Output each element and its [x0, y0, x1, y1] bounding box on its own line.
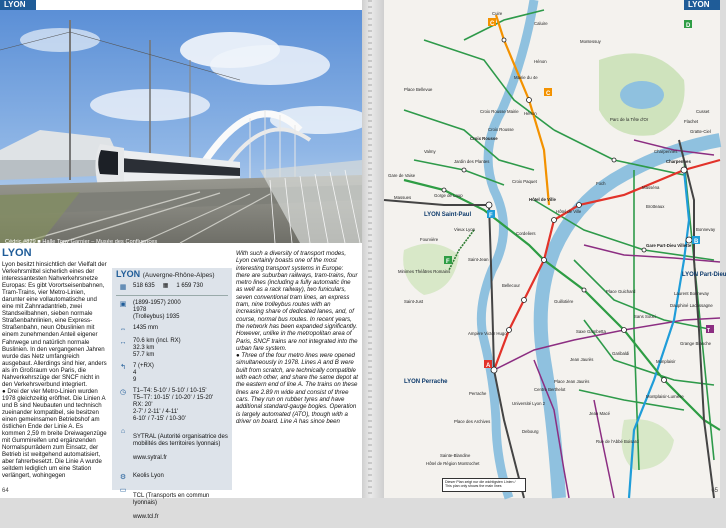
label-station: Cordeliers — [516, 231, 536, 236]
tram-photo-illustration — [0, 10, 362, 243]
label-lyon-perrache: LYON Perrache — [404, 379, 448, 385]
population-icon: ▦ — [119, 284, 127, 291]
city-network-map — [384, 0, 720, 498]
english-paragraph: ● Three of the four metro lines were opened simultaneously in 1978. Lines A and B were built from scratch, are technically compatible with each other, and share the same depot at the eastern end of line A. The trains on these lines are 2.89 m wide and consist of three cars. They run on rubber tyres and have additional standard-gauge bogies. Operation is largely automated (ATO), though with a driver on board. Line A has since been — [236, 352, 358, 425]
lines-icon: ↰ — [120, 364, 126, 371]
english-text-column — [236, 250, 358, 425]
english-paragraph: With such a diversity of transport modes, Lyon certainly boasts one of the most interesting transport systems in Europe: there are suburban railways, tram-trains, four metro lines (including a fully automatic line as well as a rack railway), two funiculars, seven conventional tram lines, an express tram, nine trolleybus routes with an increasing share of dedicated lanes, and, of course, normal bus routes. In recent years, the network has been expanded significantly. However, unlike in the metropolitan area of Paris, SNCF trains are not integrated into the urban fare system. — [236, 250, 358, 352]
label-station: Guillotière — [554, 299, 574, 304]
ticket-icon: ▭ — [119, 487, 127, 494]
label-station: Jean Macé — [589, 411, 611, 416]
infobox-title — [116, 271, 228, 279]
label-station: Vieux Lyon — [454, 227, 476, 232]
badge-f: F — [489, 213, 493, 219]
label-station: Croix Rousse — [488, 127, 514, 132]
label-lyon-saint-paul: LYON Saint-Paul — [424, 212, 472, 218]
infobox-headway-row — [116, 388, 228, 423]
label-station: Mairie du 4e — [514, 75, 538, 80]
label-station: Sans Souci — [634, 314, 656, 319]
badge-f2: F — [446, 259, 450, 265]
label-station: Université Lyon 2 — [512, 401, 546, 406]
infobox-brand-row — [116, 486, 228, 528]
label-station: Gorge de Loup — [434, 193, 463, 198]
population-metro-value: 1 659 730 — [176, 283, 204, 289]
label-lyon-part-dieu: LYON Part-Dieu — [682, 272, 726, 278]
label-station: Foch — [596, 181, 606, 186]
label-station: Masséna — [642, 185, 660, 190]
label-station: Minimes Théâtres Romains — [398, 269, 451, 274]
population-value: 518 635 — [133, 283, 155, 289]
label-station: Rue de l'Abbé Boisard — [596, 439, 639, 444]
label-station: Saxe Gambetta — [576, 329, 606, 334]
label-station: Dauphiné Lacassagne — [670, 303, 713, 308]
label-station: Gratte-Ciel — [690, 129, 711, 134]
label-station: Sainte-Blandine — [440, 453, 471, 458]
german-text-column — [2, 261, 107, 479]
label-station: Place Jean Jaurès — [554, 379, 590, 384]
label-station: Centre Berthelot — [534, 387, 566, 392]
park-lake — [620, 81, 664, 109]
german-paragraph: Lyon besitzt hinsichtlich der Vielfalt der Verkehrsmittel sicherlich eines der interessantesten Nahverkehrsnetze Europas: Es gibt Vorortseisenbahnen, Tram-Trains, vier Metro-Linien, darunter eine vollautomatische und eine mit Zahnradantrieb, zwei Standseilbahnen, sieben normale Straßenbahnlinien, eine Express-Straßenbahn, neun Obuslinien mit einem zunehmenden Anteil eigener Fahrwege und natürlich normale Buslinien. In den vergangenen Jahren wurde das Netz umfangreich ausgebaut. Allerdings sind hier, anders als im Großraum von Paris, die Nahverkehrszüge der SNCF nicht in den Verkehrsverbund integriert. — [2, 261, 107, 388]
label-station: Debourg — [522, 429, 539, 434]
photo-credit: Cédric #829 ■ Halle Tony Garnier – Musée des Confluences — [5, 239, 158, 245]
opened-value: (1899-1957) 2000 1978 (Trolleybus) 1935 — [133, 300, 181, 320]
book-gutter — [362, 0, 384, 498]
operator-value: Keolis Lyon — [133, 473, 164, 479]
infobox-gauge-row — [116, 325, 228, 334]
label-gare-part-dieu: Gare Part-Dieu Villette — [646, 243, 692, 248]
label-station: Perrache — [469, 391, 487, 396]
badge-b: B — [694, 239, 699, 245]
label-station: Flachet — [684, 119, 699, 124]
badge-a: A — [486, 363, 491, 369]
infobox-authority-row — [116, 427, 228, 469]
label-station: Garibaldi — [612, 351, 630, 356]
label-station: Valmy — [424, 149, 436, 154]
badge-c: C — [490, 21, 495, 27]
brand-url[interactable]: www.tcl.fr — [133, 514, 159, 520]
authority-value: SYTRAL (Autorité organisatrice des mobilités des territoires lyonnais) — [133, 434, 228, 447]
label-station: Jardin des Plantes — [454, 159, 490, 164]
label-station: Jean Jaurès — [570, 357, 594, 362]
label-station: Croix Paquet — [512, 179, 537, 184]
authority-icon: ⌂ — [120, 428, 126, 435]
label-station: Massues — [394, 195, 412, 200]
label-station: Laurent Bonnevay — [674, 291, 709, 296]
label-station: Charpennes — [654, 149, 678, 154]
label-station: Monplaisir — [656, 359, 676, 364]
gauge-icon: ⇔ — [119, 326, 127, 333]
calendar-icon: ▣ — [119, 301, 127, 308]
label-station: Caluire — [534, 21, 548, 26]
left-page — [0, 0, 362, 520]
label-station: Bonnevay — [696, 227, 716, 232]
page-number-left: 64 — [2, 488, 9, 494]
spine-shadow — [368, 0, 372, 498]
label-station: Fourvière — [420, 237, 439, 242]
label-station: Place Bellevue — [404, 87, 433, 92]
label-station: Cusset — [696, 109, 710, 114]
page-tab-left: LYON — [0, 0, 36, 10]
right-page-map — [384, 0, 726, 498]
page-number-right: 65 — [711, 488, 718, 494]
infobox-region: (Auvergne-Rhône-Alpes) — [142, 272, 215, 279]
infobox-lines-row — [116, 363, 228, 384]
city-infobox — [112, 268, 232, 520]
badge-t1: T — [707, 328, 711, 334]
badge-d: D — [686, 23, 691, 29]
label-station: Hénon — [524, 111, 537, 116]
label-charpennes: Charpennes — [666, 159, 691, 164]
label-station: Place Guichard — [606, 289, 636, 294]
infobox-operator-row — [116, 473, 228, 482]
length-value: 70.6 km (incl. RX) 32.3 km 57.7 km — [133, 338, 181, 358]
city-heading: LYON — [2, 247, 32, 259]
authority-url[interactable]: www.sytral.fr — [133, 455, 168, 461]
label-station: Saint-Jean — [468, 257, 489, 262]
label-station: Croix Rousse Mairie — [480, 109, 519, 114]
brand-value: TCL (Transports en commun lyonnais) — [133, 493, 210, 506]
german-paragraph: ● Drei der vier Metro-Linien wurden 1978 gleichzeitig eröffnet. Die Linien A und B sind Neubauten und technisch zueinander kompatibel, sie besitzen einen gemeinsamen Betriebshof am östlichen Ende der Linie A. Es kommen 2,59 m breite Dreiwagenzüge mit Gummireifen und ergänzenden Normalspurrädern zum Einsatz, der Betrieb ist weitgehend automatisiert, aber fahrerbesetzt. Die Linie A wurde seitdem lediglich um eine Station verlängert, wohingegen — [2, 387, 107, 480]
infobox-population-row — [116, 283, 228, 292]
length-icon: ↔ — [119, 339, 127, 346]
label-station: Place des Archives — [454, 419, 491, 424]
label-station: Cuire — [492, 11, 503, 16]
label-station: Gare de Vaise — [388, 173, 416, 178]
label-station: Montplaisir-Lumière — [646, 394, 684, 399]
headway-value: T1–T4: 5-10' / 5-10' / 10-15' T5–T7: 10-15' / 10-20' / 15-20' RX: 20' 2-7' / 2-11' / 4-11' 6-10' / 7-15' / 10-30' — [133, 388, 214, 422]
tram-photo — [0, 10, 362, 243]
label-station: Montessuy — [580, 39, 601, 44]
infobox-length-row — [116, 338, 228, 359]
gauge-value: 1435 mm — [133, 325, 159, 331]
map-legend-note: Dieser Plan zeigt nur die wichtigsten Linien / This plan only shows the main lines — [442, 478, 526, 492]
label-station: Ampère Victor Hugo — [468, 331, 507, 336]
label-station: Parc de la Tête d'Or — [610, 117, 649, 122]
metro-area-icon: ▦ — [162, 283, 169, 289]
lines-count-value: 7 (+RX) 4 9 — [133, 363, 154, 383]
label-station: Grange Blanche — [680, 341, 712, 346]
label-croix-rousse: Croix Rousse — [470, 136, 498, 141]
label-station: Hôtel de Ville — [556, 209, 582, 214]
operator-icon: ⚙ — [119, 474, 127, 481]
label-station: Saint-Just — [404, 299, 424, 304]
divider — [116, 295, 228, 296]
badge-c2: C — [546, 91, 551, 97]
label-station: Hénon — [534, 59, 547, 64]
infobox-opened-row — [116, 300, 228, 321]
infobox-city: LYON — [116, 269, 141, 279]
label-hotel-de-ville: Hôtel de Ville — [529, 197, 556, 202]
label-station: Brotteaux — [646, 204, 665, 209]
label-station: Bellecour — [502, 283, 520, 288]
page-tab-right: LYON — [684, 0, 720, 10]
clock-icon: ◷ — [119, 389, 127, 396]
label-station: Hôtel de Région Montrochet — [426, 461, 480, 466]
